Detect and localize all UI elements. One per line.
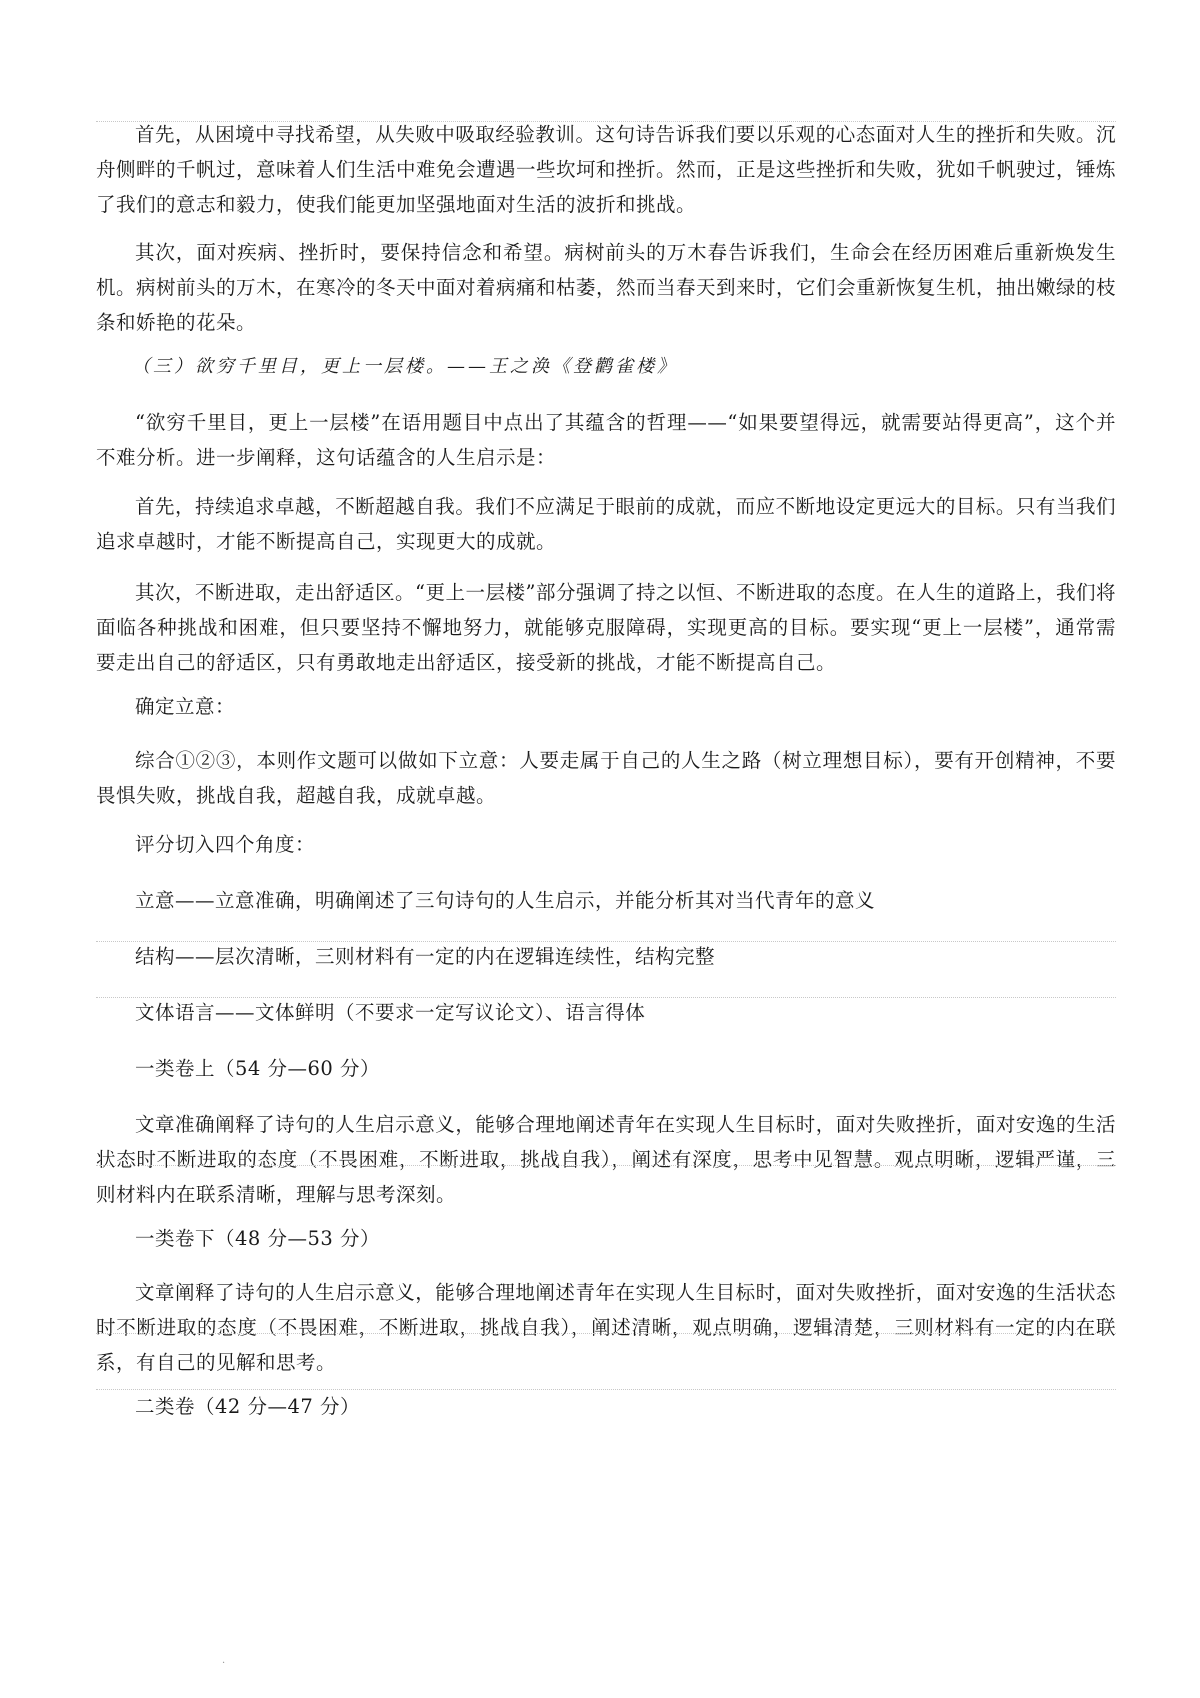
grade-heading-class2: 二类卷（42 分—47 分）	[135, 1395, 361, 1418]
paragraph-leave-comfort-zone: 其次，不断进取，走出舒适区。“更上一层楼”部分强调了持之以恒、不断进取的态度。在人生的道路上，我们将面临各种挑战和困难，但只要坚持不懈地努力，就能够克服障碍，实现更高的目标。要实现“更上一层楼”，通常需要走出自己的舒适区，只有勇敢地走出舒适区，接受新的挑战，才能不断提高自己。	[96, 581, 1116, 674]
dotted-divider	[96, 1165, 1116, 1166]
paragraph-determine-theme-label: 确定立意：	[135, 695, 236, 718]
paragraph-hope-from-adversity: 首先，从困境中寻找希望，从失败中吸取经验教训。这句诗告诉我们要以乐观的心态面对人生的挫折和失败。沉舟侧畔的千帆过，意味着人们生活中难免会遭遇一些坎坷和挫折。然而，正是这些挫折和失败，犹如千帆驶过，锤炼了我们的意志和毅力，使我们能更加坚强地面对生活的波折和挑战。	[96, 123, 1117, 216]
paragraph-poem-analysis: “欲穷千里目，更上一层楼”在语用题目中点出了其蕴含的哲理——“如果要望得远，就需要站得更高”，这个并不难分析。进一步阐释，这句话蕴含的人生启示是：	[96, 411, 1116, 469]
footer-mark: ·	[222, 1658, 226, 1669]
paragraph-theme-summary: 综合①②③，本则作文题可以做如下立意：人要走属于自己的人生之路（树立理想目标），要有开创精神，不要畏惧失败，挑战自我，超越自我，成就卓越。	[96, 749, 1116, 807]
section-heading-poem-three: （三）欲穷千里目，更上一层楼。——王之涣《登鹳雀楼》	[132, 356, 678, 377]
paragraph-scoring-angles-label: 评分切入四个角度：	[135, 833, 316, 856]
grade-heading-class1-upper: 一类卷上（54 分—60 分）	[135, 1057, 381, 1080]
dotted-divider	[96, 1333, 1116, 1334]
grade-heading-class1-lower: 一类卷下（48 分—53 分）	[135, 1227, 381, 1250]
scoring-criterion-style-language: 文体语言——文体鲜明（不要求一定写议论文）、语言得体	[135, 1001, 646, 1024]
paragraph-pursue-excellence: 首先，持续追求卓越，不断超越自我。我们不应满足于眼前的成就，而应不断地设定更远大的目标。只有当我们追求卓越时，才能不断提高自己，实现更大的成就。	[96, 495, 1116, 553]
paragraph-class1-upper-description: 文章准确阐释了诗句的人生启示意义，能够合理地阐述青年在实现人生目标时，面对失败挫折，面对安逸的生活状态时不断进取的态度（不畏困难，不断进取，挑战自我），阐述有深度，思考中见智慧。观点明晰，逻辑严谨，三则材料内在联系清晰，理解与思考深刻。	[96, 1113, 1116, 1206]
scoring-criterion-theme: 立意——立意准确，明确阐述了三句诗句的人生启示，并能分析其对当代青年的意义	[135, 889, 876, 912]
paragraph-faith-and-hope: 其次，面对疾病、挫折时，要保持信念和希望。病树前头的万木春告诉我们，生命会在经历困难后重新焕发生机。病树前头的万木，在寒冷的冬天中面对着病痛和枯萎，然而当春天到来时，它们会重新恢复生机，抽出嫩绿的枝条和娇艳的花朵。	[96, 241, 1117, 334]
paragraph-class1-lower-description: 文章阐释了诗句的人生启示意义，能够合理地阐述青年在实现人生目标时，面对失败挫折，面对安逸的生活状态时不断进取的态度（不畏困难，不断进取，挑战自我），阐述清晰，观点明确，逻辑清楚，三则材料有一定的内在联系，有自己的见解和思考。	[96, 1281, 1116, 1374]
scoring-criterion-structure: 结构——层次清晰，三则材料有一定的内在逻辑连续性，结构完整	[135, 945, 716, 968]
